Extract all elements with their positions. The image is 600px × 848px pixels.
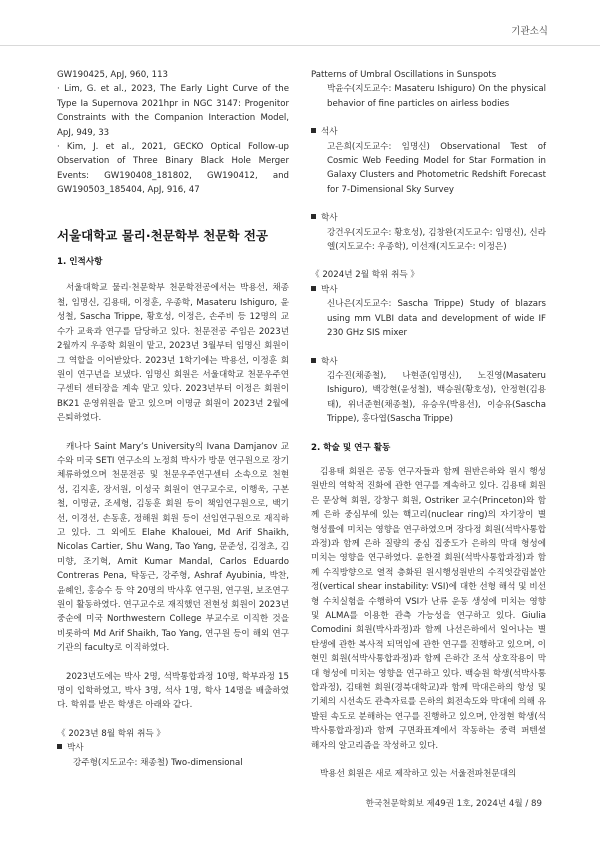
degree-entry: 신나은(지도교수: Sascha Trippe) Study of blazars using mm VLBI data and development of wide IF 230 GHz SIS mixer [327,299,546,339]
degree-entry: 박윤수(지도교수: Masateru Ishiguro) On the physical behavior of fine particles on airless bodies [327,84,546,109]
degree-entry: 김수진(채종철), 나현준(임명신), 노진영(Masateru Ishiguro), 백강현(윤성철), 백승원(황호성), 안정현(김용태), 위너준현(채종철), 유승우(박용선), 이승유(Sascha Trippe), 홍다엽(Sascha Trippe) [327,370,546,425]
square-bullet-icon [311,214,316,219]
degree-type-heading: 박사 [57,741,289,755]
degree-type-heading: 학사 [311,211,546,225]
degree-type-heading: 박사 [311,283,546,297]
degree-entry: 강주형(지도교수: 채종철) Two-dimensional [73,757,243,768]
degree-entry: 강건우(지도교수: 황호성), 김창완(지도교수: 임명신), 신라엘(지도교수: 우종학), 이선재(지도교수: 이정은) [327,227,546,253]
degree-period-heading: 《 2023년 8월 학위 취득 》 [57,728,165,739]
header-divider [0,45,600,46]
square-bullet-icon [57,744,62,749]
square-bullet-icon [311,358,316,363]
reference-item: · Kim, J. et al., 2021, GECKO Optical Follow-up Observation of Three Binary Black Hole Merger Events: GW190408_181802, GW190412, and GW190503_185404, ApJ, 916, 47 [57,142,289,196]
degree-entry: Patterns of Umbral Oscillations in Sunspots [311,70,497,80]
degree-period-heading: 《 2024년 2월 학위 취득 》 [311,270,419,281]
left-column [57,68,289,770]
paragraph: 서울대학교 물리·천문학부 천문학전공에서는 박용선, 채종철, 임명신, 김용태, 이정훈, 우종학, Masateru Ishiguro, 윤성철, Sascha Trippe, 황호성, 이정은, 손주비 등 12명의 교수가 교육과 연구를 담당하고 있다. 천문전공 주임은 2023년 2월까지 우종학 회원이 맡고, 2023년 3월부터 임명신 회원이 그 역할을 이어받았다. 2023년 1학기에는 박용선, 이정훈 회원이 연구년을 보냈다. 임명신 회원은 서울대학교 천문우주연구센터 센터장을 계속 맡고 있다. 2023년부터 이정은 회원이 BK21 운영위원을 맡고 있으며 이명균 회원이 2023년 2월에 은퇴하였다. [57,283,289,424]
section-tag: 기관소식 [511,26,548,37]
page-footer: 한국천문학회보 제49권 1호, 2024년 4월 / 89 [365,799,542,809]
square-bullet-icon [311,286,316,291]
degree-type-heading: 석사 [311,125,546,139]
right-column [311,68,546,781]
paragraph: 캐나다 Saint Mary’s University의 Ivana Damjanov 교수와 미국 SETI 연구소의 노정희 박사가 방문 연구원으로 장기 체류하였으며 천문전공 및 천문우주연구센터 소속으로 천현성, 김지훈, 장서원, 이성국 회원이 연구교수로, 이행욱, 구본철, 이명균, 조세형, 김동훈 회원 등이 책임연구원으로, 백기선, 이경선, 손동훈, 정해원 회원 등이 선임연구원으로 재직하고 있다. 그 외에도 Elahe Khalouei, Md Arif Shaikh, Nicolas Cartier, Shu Wang, Tao Yang, 문준성, 김정초, 김미향, 조기혁, Amit Kumar Mandal, Carlos Eduardo Contreras Pena, 탁동근, 강주형, Ashraf Ayubinia, 박찬, 윤혜인, 홍승수 등 약 20명의 박사후 연구원, 연구원, 보조연구원이 활동하였다. 연구교수로 재직했던 전현성 회원이 2023년 중순에 미국 Northwestern College 부교수로 이직한 것을 비롯하여 Md Arif Shaikh, Tao Yang, 연구원 등이 해외 연구기관의 faculty로 이직하였다. [57,441,289,654]
paragraph: 2023년도에는 박사 2명, 석박통합과정 10명, 학부과정 15명이 입학하였고, 박사 3명, 석사 1명, 학사 14명을 배출하였다. 학위를 받은 학생은 아래와 같다. [57,671,289,711]
degree-type-heading: 학사 [311,355,546,369]
paragraph: 김용태 회원은 공동 연구자들과 함께 원반은하와 원시 행성원반의 역학적 진화에 관한 연구를 계속하고 있다. 김용태 회원은 문상혁 회원, 강창구 회원, Ostriker 교수(Princeton)와 함께 은하 중심부에 있는 핵고리(nuclear ring)의 자기장이 별 형성률에 미치는 영향을 연구하였으며 장다정 회원(석박사통합과정)과 함께 은하 질량의 중심 집중도가 은하의 막대 형성에 미치는 영향을 연구하였다. 윤한결 회원(석박사통합과정)과 함께 수직방향으로 열적 층화된 원시행성원반의 수직엇갈림불안정(vertical shear instability: VSI)에 대한 선형 해석 및 비선형 수치실험을 수행하여 VSI가 난류 운동 생성에 미치는 영향 및 ALMA를 이용한 관측 가능성을 연구하고 있다. Giulia Comodini 회원(박사과정)과 함께 나선은하에서 일어나는 별 탄생에 관한 복사적 되먹임에 관한 연구를 진행하고 있으며, 이현민 회원(석박사통합과정)과 함께 은하간 조석 상호작용이 막대 형성에 미치는 영향을 연구하고 있다. 백승원 학생(석박사통합과정), 김태현 회원(경북대학교)과 함께 막대은하의 항성 및 기체의 시선속도 관측자료를 은하의 회전속도와 막대에 의해 유발된 속도로 분해하는 연구를 진행하고 있으며, 안정현 학생(석박사통합과정)과 함께 구면좌표계에서 작동하는 중력 퍼텐셜 해자의 알고리즘을 작성하고 있다. [311,466,546,751]
reference-item: GW190425, ApJ, 960, 113 [57,70,169,80]
square-bullet-icon [311,128,316,133]
article-title: 서울대학교 물리·천문학부 천문학 전공 [57,227,269,243]
section-heading-1: 1. 인적사항 [57,257,103,268]
paragraph: 박용선 회원은 새로 제작하고 있는 서울전파천문대의 [320,769,517,780]
reference-item: · Lim, G. et al., 2023, The Early Light Curve of the Type Ia Supernova 2021hpr in NGC 3147: Progenitor Constraints with the Companion Interaction Model, ApJ, 949, 33 [57,84,289,138]
degree-entry: 고은희(지도교수: 임명신) Observational Test of Cosmic Web Feeding Model for Star Formation in Galaxy Clusters and Photometric Redshift Forecast for 7-Dimensional Sky Survey [327,141,546,195]
section-heading-2: 2. 학술 및 연구 활동 [311,442,391,453]
